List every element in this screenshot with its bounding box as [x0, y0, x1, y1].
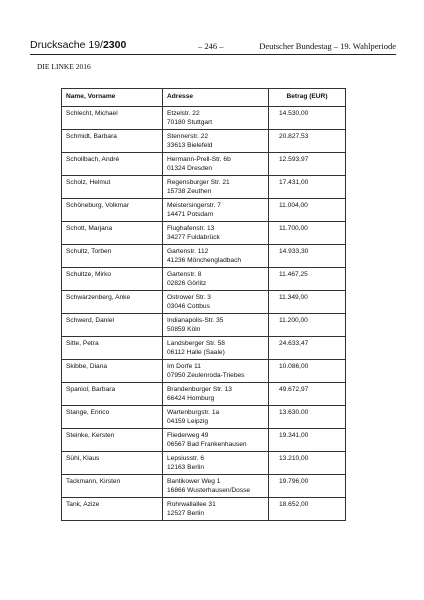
address-city: 02826 Görlitz — [167, 280, 207, 287]
donor-address — [163, 337, 269, 360]
donor-address — [163, 452, 269, 475]
donor-name: Tackmann, Kirsten — [62, 475, 163, 498]
donation-amount: 11.200,00 — [269, 314, 346, 337]
donor-name: Schott, Marjana — [62, 222, 163, 245]
donor-name: Scholz, Helmut — [62, 176, 163, 199]
donor-address — [163, 429, 269, 452]
donor-address — [163, 406, 269, 429]
address-street: Landsberger Str. 58 — [167, 340, 225, 347]
table-row — [62, 337, 346, 360]
donor-name: Stange, Enrico — [62, 406, 163, 429]
table-row — [62, 130, 346, 153]
donor-address — [163, 268, 269, 291]
address-city: 06112 Halle (Saale) — [167, 349, 225, 356]
donation-amount: 11.004,00 — [269, 199, 346, 222]
donor-address — [163, 360, 269, 383]
address-city: 15738 Zeuthen — [167, 188, 212, 195]
address-street: Indianapolis-Str. 35 — [167, 317, 224, 324]
address-street: Flughafenstr. 13 — [167, 225, 215, 232]
address-city: 12163 Berlin — [167, 464, 205, 471]
donor-name: Skibbe, Diana — [62, 360, 163, 383]
address-street: Etzelstr. 22 — [167, 110, 200, 117]
address-city: 12527 Berlin — [167, 510, 205, 517]
table-row — [62, 245, 346, 268]
address-city: 14471 Potsdam — [167, 211, 214, 218]
donor-address — [163, 475, 269, 498]
donation-amount: 11.349,00 — [269, 291, 346, 314]
donor-name: Schollbach, André — [62, 153, 163, 176]
table-row — [62, 268, 346, 291]
donor-address — [163, 222, 269, 245]
table-row — [62, 153, 346, 176]
donation-amount: 14.933,30 — [269, 245, 346, 268]
address-street: Lepsiusstr. 6 — [167, 455, 205, 462]
donor-name: Schultz, Torben — [62, 245, 163, 268]
donor-address — [163, 383, 269, 406]
address-city: 50859 Köln — [167, 326, 201, 333]
section-title: DIE LINKE 2016 — [37, 62, 91, 71]
donation-amount: 10.086,00 — [269, 360, 346, 383]
donor-name: Tank, Azize — [62, 498, 163, 521]
table-row — [62, 498, 346, 521]
table-header-row — [62, 89, 346, 107]
table-row — [62, 107, 346, 130]
table-row — [62, 475, 346, 498]
page-header — [30, 38, 396, 55]
donor-name: Sühl, Klaus — [62, 452, 163, 475]
address-street: Brandenburger Str. 13 — [167, 386, 232, 393]
donor-name: Schmidt, Barbara — [62, 130, 163, 153]
donor-address — [163, 153, 269, 176]
donation-amount: 19.796,00 — [269, 475, 346, 498]
donation-amount: 13.630,00 — [269, 406, 346, 429]
address-city: 01324 Dresden — [167, 165, 213, 172]
donation-amount: 49.672,97 — [269, 383, 346, 406]
donation-amount: 20.827,53 — [269, 130, 346, 153]
address-city: 70180 Stuttgart — [167, 119, 213, 126]
donor-address — [163, 498, 269, 521]
address-street: Meistersingerstr. 7 — [167, 202, 221, 209]
donor-name: Schwarzenberg, Anke — [62, 291, 163, 314]
table-row — [62, 176, 346, 199]
address-street: Gartenstr. 112 — [167, 248, 209, 255]
address-city: 07950 Zeulenroda-Triebes — [167, 372, 245, 379]
column-header-address: Adresse — [163, 89, 269, 107]
page-number: – 246 – — [198, 41, 224, 51]
donation-amount: 11.700,00 — [269, 222, 346, 245]
donation-amount: 11.467,25 — [269, 268, 346, 291]
donation-amount: 18.652,00 — [269, 498, 346, 521]
column-header-amount: Betrag (EUR) — [269, 89, 346, 107]
address-street: Stennerstr. 22 — [167, 133, 209, 140]
address-street: Wartenburgstr. 1a — [167, 409, 220, 416]
donor-name: Schöneburg, Volkmar — [62, 199, 163, 222]
document-number: Drucksache 19/2300 — [30, 39, 127, 51]
address-street: Gartenstr. 8 — [167, 271, 202, 278]
address-city: 16866 Wusterhausen/Dosse — [167, 487, 251, 494]
donation-amount: 24.633,47 — [269, 337, 346, 360]
address-city: 04159 Leipzig — [167, 418, 209, 425]
donor-address — [163, 291, 269, 314]
address-city: 34277 Fuldabrück — [167, 234, 220, 241]
table-row — [62, 314, 346, 337]
table-row — [62, 199, 346, 222]
table-row — [62, 429, 346, 452]
parliament-term: Deutscher Bundestag – 19. Wahlperiode — [259, 41, 396, 51]
donation-amount: 14.530,00 — [269, 107, 346, 130]
donor-address — [163, 107, 269, 130]
donor-address — [163, 245, 269, 268]
address-street: Fliederweg 49 — [167, 432, 209, 439]
table-row — [62, 222, 346, 245]
table-row — [62, 360, 346, 383]
column-header-name: Name, Vorname — [62, 89, 163, 107]
donor-address — [163, 176, 269, 199]
donor-name: Spaniol, Barbara — [62, 383, 163, 406]
address-city: 03046 Cottbus — [167, 303, 210, 310]
donation-amount: 13.210,00 — [269, 452, 346, 475]
donor-name: Steinke, Kersten — [62, 429, 163, 452]
donation-amount: 19.341,00 — [269, 429, 346, 452]
address-street: Rohrwallallee 31 — [167, 501, 216, 508]
address-street: Hermann-Prell-Str. 6b — [167, 156, 231, 163]
table-body — [62, 107, 346, 521]
donor-address — [163, 130, 269, 153]
address-city: 06567 Bad Frankenhausen — [167, 441, 247, 448]
table-row — [62, 406, 346, 429]
address-city: 33613 Bielefeld — [167, 142, 213, 149]
donor-address — [163, 199, 269, 222]
donor-name: Schlecht, Michael — [62, 107, 163, 130]
address-city: 66424 Homburg — [167, 395, 215, 402]
donations-table — [61, 88, 346, 521]
donor-name: Schultze, Mirko — [62, 268, 163, 291]
address-street: Regensburger Str. 21 — [167, 179, 230, 186]
table-row — [62, 383, 346, 406]
table-row — [62, 291, 346, 314]
address-city: 41236 Mönchengladbach — [167, 257, 242, 264]
donor-name: Sitte, Petra — [62, 337, 163, 360]
donor-address — [163, 314, 269, 337]
address-street: Ostrower Str. 3 — [167, 294, 211, 301]
table-row — [62, 452, 346, 475]
address-street: Bantikower Weg 1 — [167, 478, 221, 485]
donation-amount: 12.593,97 — [269, 153, 346, 176]
donor-name: Schwerd, Daniel — [62, 314, 163, 337]
address-street: Im Dorfe 11 — [167, 363, 201, 370]
donation-amount: 17.431,00 — [269, 176, 346, 199]
